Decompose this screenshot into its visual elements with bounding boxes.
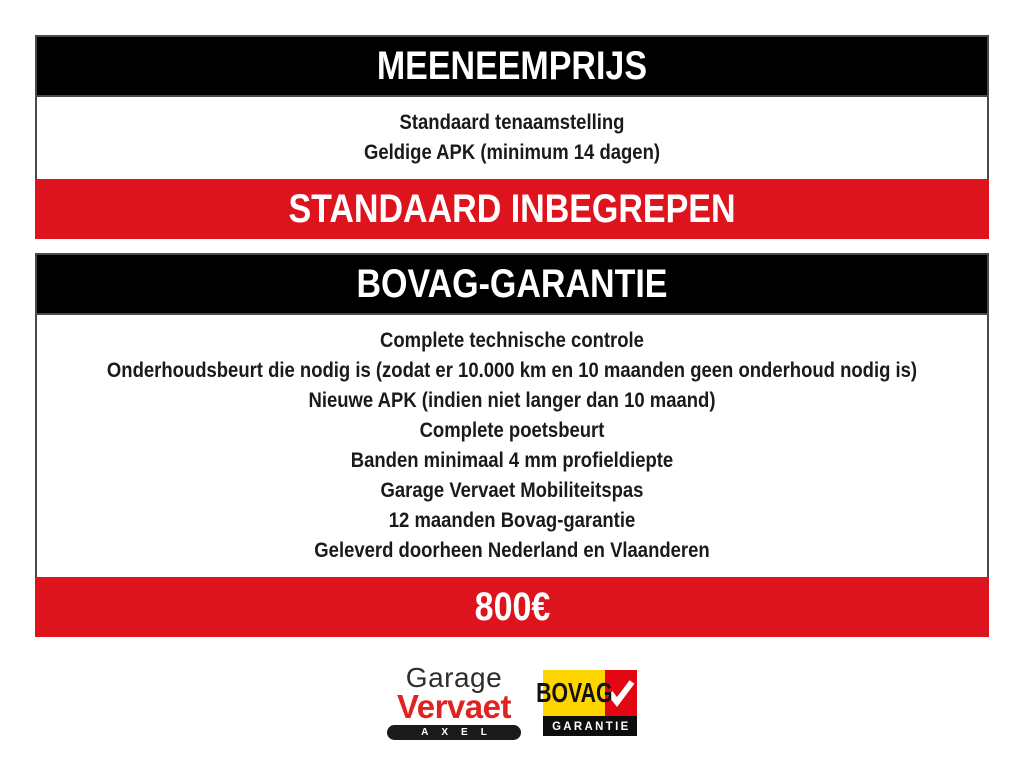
warranty-item: 12 maanden Bovag-garantie — [388, 509, 636, 532]
standaard-inbegrepen-label: STANDAARD INBEGREPEN — [288, 186, 736, 231]
bovag-garantie-header — [37, 255, 987, 315]
warranty-item: Complete poetsbeurt — [419, 419, 605, 442]
price-bar — [35, 577, 989, 637]
meeneemprijs-block — [35, 35, 989, 239]
bovag-logo-top — [535, 670, 637, 716]
bovag-garantie-body — [37, 315, 987, 577]
standaard-inbegrepen-bar — [35, 179, 989, 239]
garage-logo-line1: Garage — [405, 662, 503, 693]
included-item: Geldige APK (minimum 14 dagen) — [363, 141, 661, 164]
garage-vervaet-logo — [387, 662, 521, 740]
meeneemprijs-title: MEENEEMPRIJS — [376, 43, 648, 88]
price-label: 800€ — [474, 584, 550, 629]
warranty-item: Garage Vervaet Mobiliteitspas — [380, 479, 644, 502]
warranty-item: Nieuwe APK (indien niet langer dan 10 maand) — [308, 389, 716, 412]
bovag-logo-subtitle: GARANTIE — [551, 718, 631, 733]
bovag-garantie-block — [35, 253, 989, 637]
bovag-garantie-panel — [35, 253, 989, 577]
logos-row — [35, 662, 989, 740]
meeneemprijs-panel — [35, 35, 989, 179]
warranty-item: Banden minimaal 4 mm profieldiepte — [350, 449, 674, 472]
bovag-logo-subtitle-box — [543, 716, 637, 736]
bovag-logo-name: BOVAG — [535, 676, 613, 708]
garage-logo-line2: Vervaet — [397, 688, 511, 725]
bovag-logo-name-box — [535, 670, 613, 716]
warranty-item: Complete technische controle — [380, 329, 644, 352]
bovag-garantie-title: BOVAG-GARANTIE — [356, 261, 668, 306]
bovag-garantie-logo — [535, 670, 637, 736]
warranty-item: Onderhoudsbeurt die nodig is (zodat er 10.000 km en 10 maanden geen onderhoud nodig is) — [106, 359, 918, 382]
axel-badge-label: AXEL — [421, 726, 500, 738]
warranty-item: Geleverd doorheen Nederland en Vlaanderen — [314, 539, 710, 562]
meeneemprijs-body — [37, 97, 987, 179]
included-item: Standaard tenaamstelling — [399, 111, 625, 134]
price-card — [35, 0, 989, 740]
axel-badge — [387, 725, 521, 740]
meeneemprijs-header — [37, 37, 987, 97]
